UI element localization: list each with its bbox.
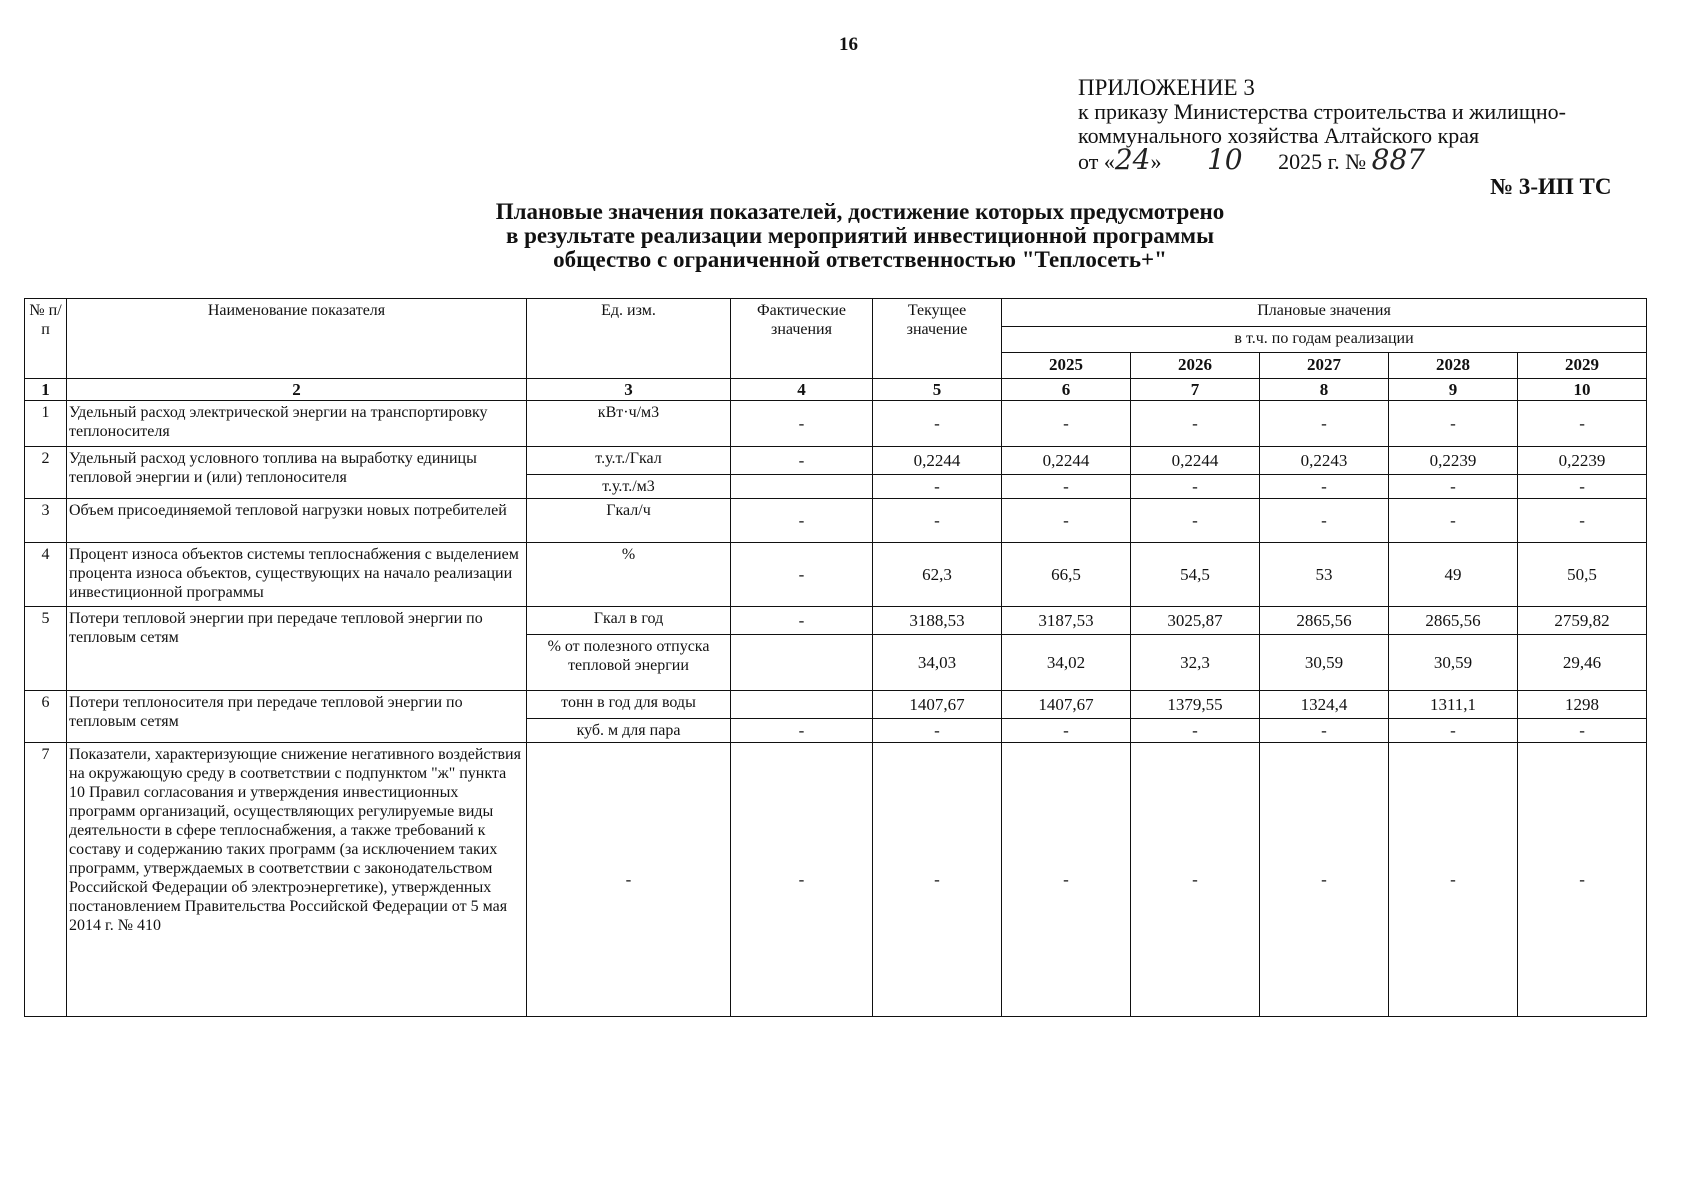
year-value: - [1260,499,1389,543]
unit: тонн в год для воды [527,691,731,719]
row-number: 5 [25,607,67,691]
handwritten-order-number: 887 [1371,143,1426,176]
actual-value: - [731,607,873,635]
year-value: 2865,56 [1260,607,1389,635]
year-value: - [1002,401,1131,447]
year-value: - [1002,719,1131,743]
year-value: - [1389,743,1518,1017]
current-value: - [873,499,1002,543]
year-value: 0,2243 [1260,447,1389,475]
row-number: 3 [25,499,67,543]
column-index: 4 [731,379,873,401]
year-value: - [1260,743,1389,1017]
indicator-name: Удельный расход электрической энергии на транспортировку теплоносителя [67,401,527,447]
current-value: - [873,475,1002,499]
actual-value [731,635,873,691]
unit: куб. м для пара [527,719,731,743]
actual-value: - [731,401,873,447]
appendix-date-line [1078,143,1678,176]
year-value: - [1131,743,1260,1017]
indicator-name: Процент износа объектов системы теплоснабжения с выделением процента износа объектов, существующих на начало реализации инвестиционной программы [67,543,527,607]
year-value: - [1131,499,1260,543]
year-value: - [1260,475,1389,499]
year-value: 0,2244 [1131,447,1260,475]
year-value: 0,2244 [1002,447,1131,475]
title-line-1: Плановые значения показателей, достижение которых предусмотрено [495,199,1225,224]
row-number: 1 [25,401,67,447]
indicator-name: Объем присоединяемой тепловой нагрузки новых потребителей [67,499,527,543]
year-value: 32,3 [1131,635,1260,691]
document-title [360,200,1360,272]
column-index: 10 [1518,379,1647,401]
column-index: 1 [25,379,67,401]
unit: % от полезного отпуска тепловой энергии [527,635,731,691]
column-index: 7 [1131,379,1260,401]
row-number: 7 [25,743,67,1017]
column-index: 9 [1389,379,1518,401]
year-value: - [1518,475,1647,499]
year-value: 0,2239 [1389,447,1518,475]
header-year: 2026 [1131,353,1260,379]
indicator-name: Показатели, характеризующие снижение негативного воздействия на окружающую среду в соответствии с подпунктом "ж" пункта 10 Правил согласования и утверждения инвестиционных программ организаций, осуществляющих регулируемые виды деятельности в сфере теплоснабжения, а также требований к составу и содержанию таких программ (за исключением таких программ, утверждаемых в соответствии с законодательством Российской Федерации об электроэнергетике), утвержденных постановлением Правительства Российской Федерации от 5 мая 2014 г. № 410 [67,743,527,1017]
title-line-3: общество с ограниченной ответственностью "Теплосеть+" [553,247,1167,272]
indicator-name: Потери тепловой энергии при передаче тепловой энергии по тепловым сетям [67,607,527,691]
indicator-name: Потери теплоносителя при передаче тепловой энергии по тепловым сетям [67,691,527,743]
year-value: - [1002,499,1131,543]
unit: % [527,543,731,607]
current-value: - [873,743,1002,1017]
year-value: 2759,82 [1518,607,1647,635]
date-year: 2025 г. № [1278,149,1367,174]
year-value: 66,5 [1002,543,1131,607]
year-value: - [1518,499,1647,543]
year-value: 1311,1 [1389,691,1518,719]
current-value: 0,2244 [873,447,1002,475]
appendix-heading: ПРИЛОЖЕНИЕ 3 [1078,75,1255,100]
year-value: - [1518,719,1647,743]
actual-value: - [731,743,873,1017]
current-value: - [873,401,1002,447]
actual-value: - [731,719,873,743]
year-value: 1298 [1518,691,1647,719]
column-index: 3 [527,379,731,401]
actual-value [731,691,873,719]
year-value: 54,5 [1131,543,1260,607]
actual-value: - [731,543,873,607]
title-line-2: в результате реализации мероприятий инвестиционной программы [505,223,1215,248]
date-mid: » [1150,149,1162,174]
current-value: - [873,719,1002,743]
year-value: - [1002,743,1131,1017]
current-value: 62,3 [873,543,1002,607]
header-actual: Фактические значения [731,299,873,379]
year-value: - [1389,499,1518,543]
unit: т.у.т./м3 [527,475,731,499]
table-row [25,543,1647,607]
year-value: 50,5 [1518,543,1647,607]
indicators-table [24,298,1647,1017]
year-value: - [1131,475,1260,499]
year-value: 30,59 [1260,635,1389,691]
unit: Гкал в год [527,607,731,635]
year-value: 3025,87 [1131,607,1260,635]
table-row [25,499,1647,543]
appendix-block [1078,76,1678,174]
year-value: - [1002,475,1131,499]
form-code: № 3-ИП ТС [1490,174,1612,199]
header-by-years: в т.ч. по годам реализации [1002,327,1647,353]
unit: кВт·ч/м3 [527,401,731,447]
current-value: 34,03 [873,635,1002,691]
header-year: 2027 [1260,353,1389,379]
header-name: Наименование показателя [67,299,527,379]
appendix-line-1: к приказу Министерства строительства и жилищно- [1078,99,1566,124]
year-value: 1324,4 [1260,691,1389,719]
header-num: № п/п [25,299,67,379]
year-value: 3187,53 [1002,607,1131,635]
year-value: 1379,55 [1131,691,1260,719]
row-number: 2 [25,447,67,499]
handwritten-day: 24 [1114,143,1151,176]
year-value: 34,02 [1002,635,1131,691]
year-value: - [1131,719,1260,743]
table-row [25,401,1647,447]
column-index-row [25,379,1647,401]
year-value: 2865,56 [1389,607,1518,635]
year-value: 49 [1389,543,1518,607]
header-year: 2029 [1518,353,1647,379]
table-row [25,607,1647,635]
current-value: 1407,67 [873,691,1002,719]
column-index: 8 [1260,379,1389,401]
table-row [25,743,1647,1017]
year-value: - [1389,401,1518,447]
year-value: - [1389,719,1518,743]
year-value: - [1518,401,1647,447]
year-value: 53 [1260,543,1389,607]
year-value: 29,46 [1518,635,1647,691]
current-value: 3188,53 [873,607,1002,635]
actual-value: - [731,447,873,475]
unit: Гкал/ч [527,499,731,543]
row-number: 6 [25,691,67,743]
unit: - [527,743,731,1017]
table-row [25,447,1647,475]
header-planned: Плановые значения [1002,299,1647,327]
year-value: - [1260,401,1389,447]
header-current: Текущее значение [873,299,1002,379]
unit: т.у.т./Гкал [527,447,731,475]
actual-value: - [731,499,873,543]
header-unit: Ед. изм. [527,299,731,379]
year-value: - [1260,719,1389,743]
date-prefix: от « [1078,149,1115,174]
row-number: 4 [25,543,67,607]
year-value: - [1389,475,1518,499]
handwritten-month: 10 [1206,143,1243,176]
year-value: 1407,67 [1002,691,1131,719]
column-index: 6 [1002,379,1131,401]
year-value: 0,2239 [1518,447,1647,475]
year-value: 30,59 [1389,635,1518,691]
year-value: - [1518,743,1647,1017]
indicator-name: Удельный расход условного топлива на выработку единицы тепловой энергии и (или) теплоносителя [67,447,527,499]
year-value: - [1131,401,1260,447]
column-index: 5 [873,379,1002,401]
table-row [25,691,1647,719]
header-year: 2025 [1002,353,1131,379]
column-index: 2 [67,379,527,401]
actual-value [731,475,873,499]
header-year: 2028 [1389,353,1518,379]
page-number: 16 [839,34,858,55]
appendix-line-2: коммунального хозяйства Алтайского края [1078,123,1480,148]
